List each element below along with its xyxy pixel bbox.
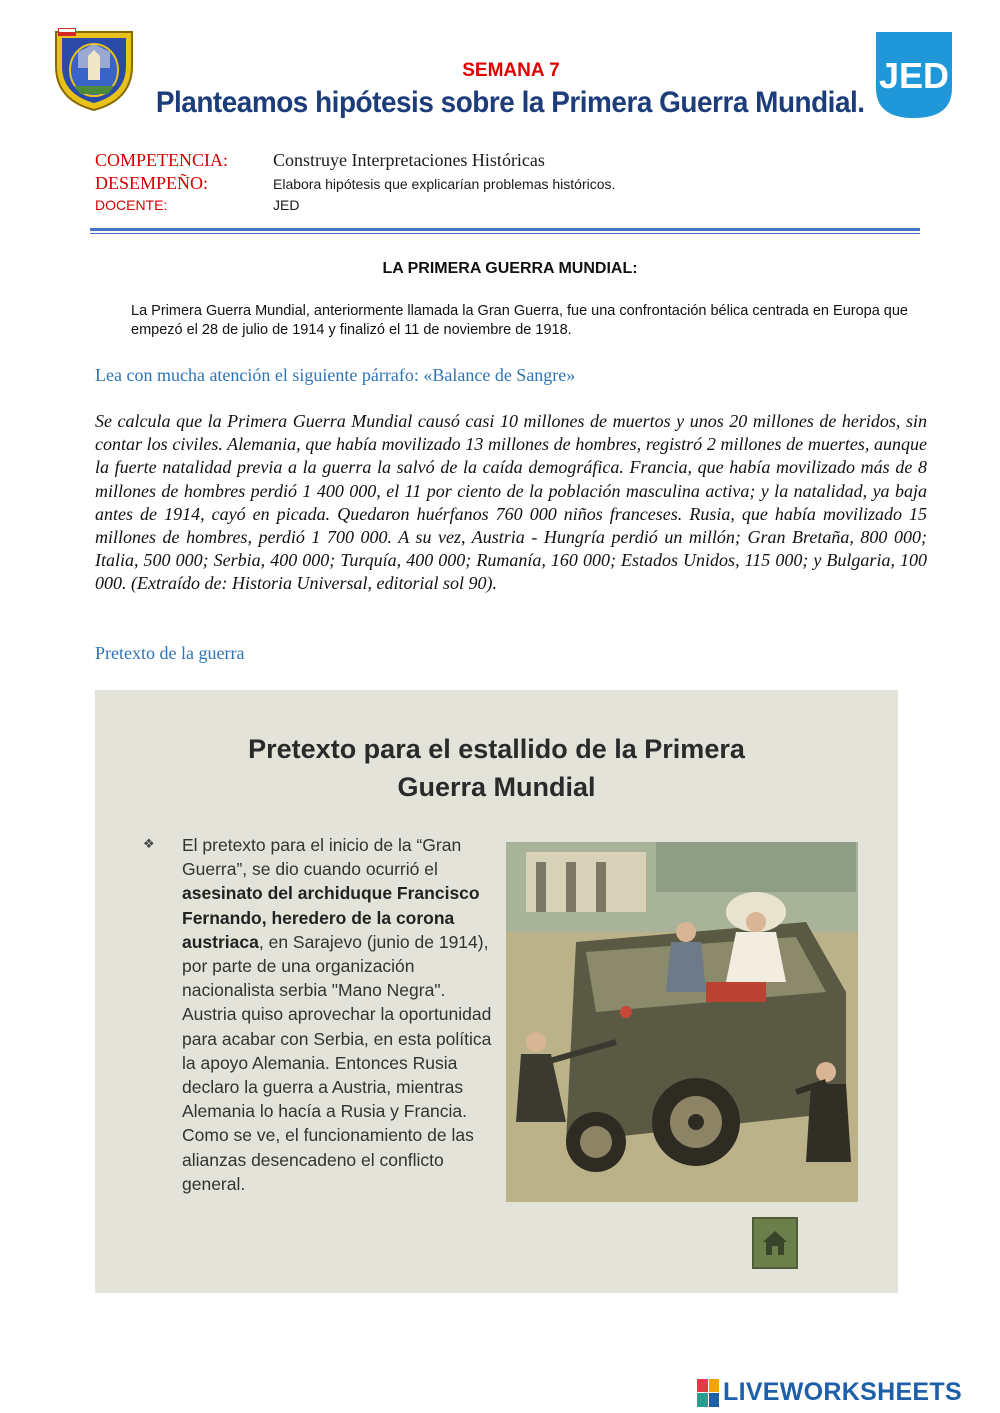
competencia-label: COMPETENCIA: — [95, 150, 229, 170]
meta-desempeno-row — [95, 172, 925, 195]
page-title: Planteamos hipótesis sobre la Primera Guerra Mundial. — [155, 86, 865, 119]
week-label: SEMANA 7 — [462, 60, 560, 81]
balance-paragraph: Se calcula que la Primera Guerra Mundial causó casi 10 millones de muertos y unos 20 millones de heridos, sin contar los civiles. Alemania, que había movilizado 13 millones de hombres, registró 2 millones de muertes, aunque la fuerte natalidad previa a la guerra la salvó de la caída demográfica. Francia, que había movilizado más de 8 millones de hombres perdió 1 400 000, el 11 por ciento de la población masculina activa; y la natalidad, ya baja antes de 1914, cayó en picada. Quedaron huérfanos 760 000 niños franceses. Rusia, que había movilizado 15 millones de hombres, perdió 1 700 000. A su vez, Austria - Hungría perdió un millón; Gran Bretaña, 800 000; Italia, 500 000; Serbia, 400 000; Turquía, 400 000; Rumanía, 160 000; Estados Unidos, 115 000; y Bulgaria, 100 000. (Extraído de: Historia Universal, editorial sol 90). — [95, 411, 927, 594]
diamond-bullet-icon: ❖ — [143, 837, 155, 852]
liveworksheets-badge-icon — [697, 1379, 719, 1407]
intro-paragraph: La Primera Guerra Mundial, anteriormente llamada la Gran Guerra, fue una confrontación bélica centrada en Europa que empezó el 28 de julio de 1914 y finalizó el 11 de noviembre de 1918. — [131, 303, 908, 338]
slide-text-part2: , en Sarajevo (junio de 1914), por parte de una organización nacionalista serbia "Mano Negra". Austria quiso aprovechar la oportunidad para acabar con Serbia, en esta política la apoyo Alemania. Entonces Rusia declaro la guerra a Austria, mientras Alemania lo hacía a Rusia y Francia. Como se ve, el funcionamiento de las alianzas desencadeno el conflicto general. — [182, 931, 492, 1194]
reading-prompt: Lea con mucha atención el siguiente párrafo: «Balance de Sangre» — [95, 365, 576, 385]
slide-text-part1: El pretexto para el inicio de la “Gran Guerra”, se dio cuando ocurrió el — [182, 835, 462, 880]
header-divider — [90, 228, 920, 231]
jed-logo-text: JED — [878, 55, 950, 96]
sarajevo-assassination-illustration — [506, 842, 858, 1202]
slide-title-line1: Pretexto para el estallido de la Primera — [248, 734, 745, 764]
liveworksheets-logo — [697, 1378, 962, 1407]
docente-value: JED — [273, 197, 300, 213]
desempeno-label: DESEMPEÑO: — [95, 173, 209, 193]
slide-text — [182, 833, 502, 1196]
jed-logo — [872, 30, 956, 120]
liveworksheets-brand: LIVEWORKSHEETS — [723, 1378, 962, 1406]
desempeno-value: Elabora hipótesis que explicarían problemas históricos. — [273, 176, 616, 192]
docente-label: DOCENTE: — [95, 197, 168, 213]
meta-competencia-row — [95, 148, 925, 172]
pretext-slide-image — [95, 690, 898, 1293]
header-divider-thin — [90, 233, 920, 234]
section-heading: LA PRIMERA GUERRA MUNDIAL: — [382, 260, 638, 277]
pretext-heading: Pretexto de la guerra — [95, 643, 245, 663]
home-button[interactable] — [752, 1217, 798, 1269]
slide-title-line2: Guerra Mundial — [397, 772, 596, 802]
competencia-value: Construye Interpretaciones Históricas — [273, 150, 545, 170]
slide-title — [95, 730, 898, 806]
slide-text-bold: asesinato del archiduque Francisco Fernando, heredero de la corona austriaca — [182, 883, 480, 952]
home-icon — [760, 1228, 790, 1258]
meta-block — [95, 148, 925, 215]
meta-docente-row — [95, 195, 925, 215]
